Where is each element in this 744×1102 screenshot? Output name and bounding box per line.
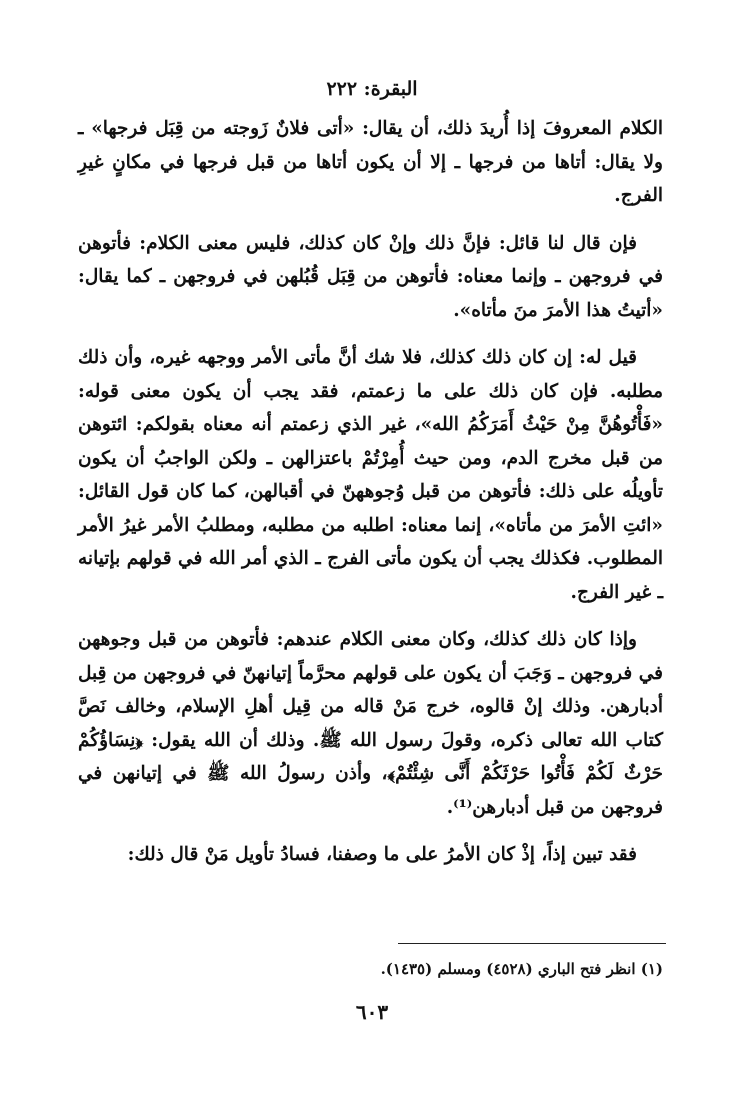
main-text	[78, 112, 663, 886]
paragraph-5: فقد تبين إذاً، إذْ كان الأمرُ على ما وصفنا، فسادُ تأويل مَنْ قال ذلك:	[127, 844, 637, 865]
paragraph-2: فإن قال لنا قائل: فإنَّ ذلك وإنْ كان كذلك، فليس معنى الكلام: فأتوهن في فروجهن ـ وإنما معناه: فأتوهن من قِبَل قُبُلهن في فروجهن ـ كما يقال: «أتيتُ هذا الأمرَ منَ مأتاه».	[78, 232, 663, 321]
footnote-divider	[398, 943, 666, 944]
paragraph-3: قيل له: إن كان ذلك كذلك، فلا شك أنَّ مأتى الأمر ووجهه غيره، وأن ذلك مطلبه. فإن كان ذلك على ما زعمتم، فقد يجب أن يكون معنى قوله: «فَأْتُوهُنَّ مِنْ حَيْثُ أَمَرَكُمُ الله»، غير الذي زعمتم أنه معناه بقولكم: ائتوهن من قبل مخرج الدم، ومن حيث أُمِرْتُمْ باعتزالهن ـ ولكن الواجبُ أن يكون تأويلُه على ذلك: فأتوهن من قبل وُجوههنّ في أقبالهن، كما كان قول القائل: «ائتِ الأمرَ من مأتاه»، إنما معناه: اطلبه من مطلبه، ومطلبُ الأمر غيرُ الأمر المطلوب. فكذلك يجب أن يكون مأتى الفرج ـ الذي أمر الله في قولهم بإتيانه ـ غير الفرج.	[78, 347, 663, 603]
footnote: (١) انظر فتح الباري (٤٥٢٨) ومسلم (١٤٣٥).	[380, 960, 663, 978]
page-number: ٦٠٣	[355, 1000, 389, 1024]
paragraph-4: وإذا كان ذلك كذلك، وكان معنى الكلام عندهم: فأتوهن من قبل وجوههن في فروجهن ـ وَجَبَ أن يكون على قولهم محرَّماً إتيانهنّ في فروجهن من قِبل أدبارهن. وذلك إنْ قالوه، خرج مَنْ قاله من قِيل أهلِ الإسلام، وخالف نَصَّ كتاب الله تعالى ذكره، وقولَ رسول الله ﷺ. وذلك أن الله يقول: ﴿نِسَاؤُكُمْ حَرْثٌ لَكُمْ فَأْتُوا حَرْثَكُمْ أَنَّى شِئْتُمْ﴾، وأذن رسولُ الله ﷺ في إتيانهن في فروجهن من قبل أدبارهن⁽¹⁾.	[78, 629, 663, 818]
paragraph-1: الكلام المعروفَ إذا أُريدَ ذلك، أن يقال: «أتى فلانٌ زَوجته من قِبَل فرجها» ـ ولا يقال: أتاها من فرجها ـ إلا أن يكون أتاها من قبل فرجها في مكانٍ غيرِ الفرج.	[78, 118, 663, 206]
running-header: البقرة: ٢٢٢	[326, 78, 418, 100]
